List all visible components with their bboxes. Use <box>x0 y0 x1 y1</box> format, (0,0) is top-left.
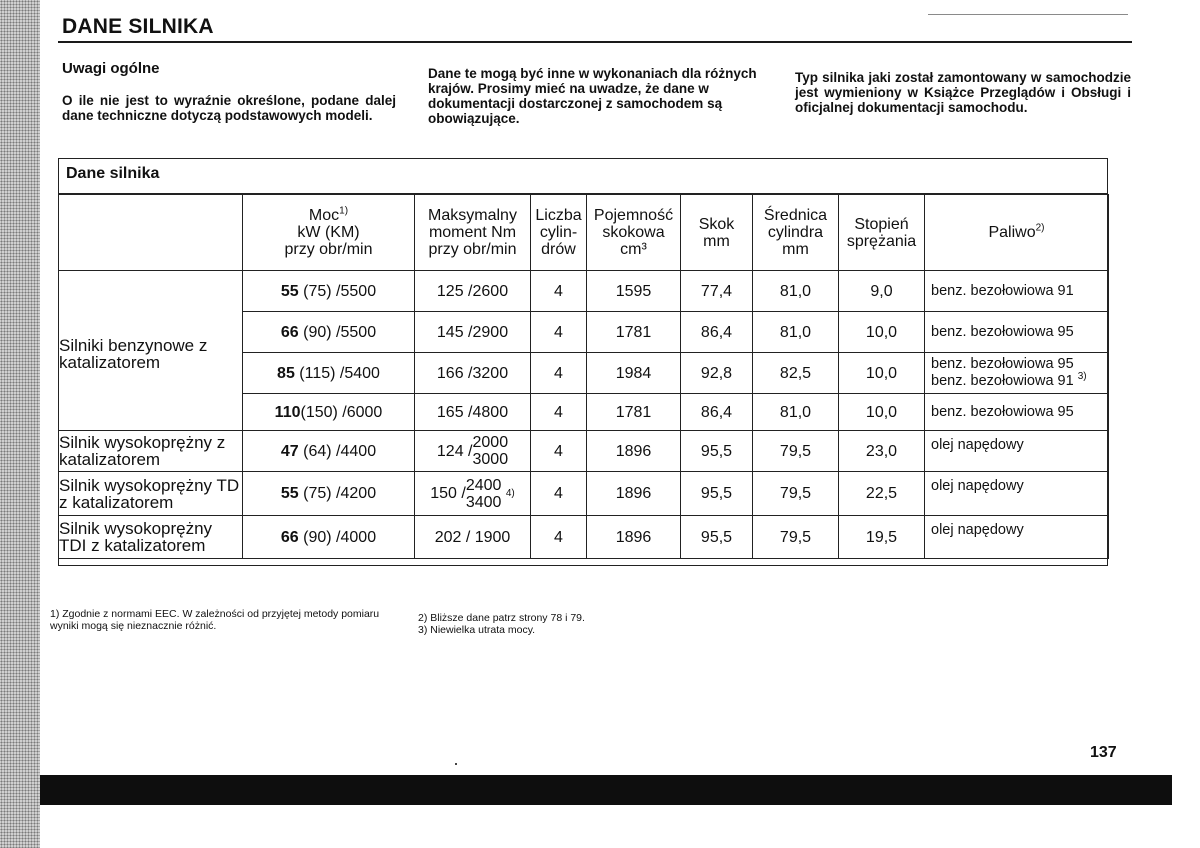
power-kw: 55 <box>280 485 299 502</box>
stroke-cell: 95,5 <box>681 472 753 516</box>
table-row <box>59 472 1109 516</box>
torque-rpm-from: 2000 <box>472 434 509 451</box>
stroke-cell: 77,4 <box>681 271 753 312</box>
footnotes-2-3 <box>418 612 738 636</box>
cylinders-cell: 4 <box>531 516 587 559</box>
torque-cell: 166 /3200 <box>415 353 531 394</box>
intro-column-2: Dane te mogą być inne w wykonaniach dla różnych krajów. Prosimy mieć na uwadze, że dane w dokumentacji dostarczonej z samochodem są obowiązujące. <box>428 66 757 126</box>
power-kw: 55 <box>280 282 299 300</box>
power-cell <box>243 353 415 394</box>
header-compression-line2: sprężania <box>846 232 917 250</box>
header-displacement-line2: skokowa <box>602 224 665 241</box>
torque-cell <box>415 431 531 472</box>
displacement-cell: 1781 <box>587 312 681 353</box>
header-displacement-line1: Pojemność <box>593 207 674 224</box>
group-diesel-td: Silnik wysokoprężny TD z katalizatorem <box>59 472 243 516</box>
power-kw: 66 <box>280 528 299 546</box>
header-fuel-footnote: 2) <box>1035 222 1045 234</box>
footnote-1: 1) Zgodnie z normami EEC. W zależności od przyjętej metody pomiaru wyniki mogą się nieznacznie różnić. <box>50 608 380 632</box>
power-km-rpm: (75) /4200 <box>298 485 377 502</box>
displacement-cell: 1896 <box>587 516 681 559</box>
torque-rpm-from: 2400 <box>465 476 502 494</box>
stroke-cell: 86,4 <box>681 312 753 353</box>
header-power-unit: kW (KM) <box>297 224 360 241</box>
power-cell <box>243 312 415 353</box>
power-kw: 85 <box>277 364 295 382</box>
power-cell <box>243 472 415 516</box>
header-bore-line2: cylindra <box>767 224 824 241</box>
fuel-cell <box>925 353 1109 394</box>
fuel-cell: olej napędowy <box>925 516 1109 559</box>
header-power <box>243 195 415 271</box>
power-cell <box>243 431 415 472</box>
page-title: DANE SILNIKA <box>62 15 214 38</box>
table-row <box>59 516 1109 559</box>
table-row <box>59 271 1109 312</box>
page-number: 137 <box>1090 744 1117 761</box>
header-torque-line1: Maksymalny <box>428 207 517 224</box>
compression-cell: 19,5 <box>839 516 925 559</box>
header-cylinders <box>531 195 587 271</box>
header-thin-rule <box>928 14 1128 15</box>
power-cell <box>243 271 415 312</box>
cylinders-cell: 4 <box>531 431 587 472</box>
compression-cell: 22,5 <box>839 472 925 516</box>
torque-cell: 165 /4800 <box>415 394 531 431</box>
header-cylinders-line1: Liczba <box>535 207 582 224</box>
group-diesel: Silnik wysokoprężny z katalizatorem <box>59 431 243 472</box>
footnote-3: 3) Niewielka utrata mocy. <box>418 624 536 636</box>
bottom-black-bar <box>40 775 1172 805</box>
torque-cell: 125 /2600 <box>415 271 531 312</box>
power-km-rpm: (115) /5400 <box>294 364 380 382</box>
stroke-cell: 92,8 <box>681 353 753 394</box>
intro-column-1: O ile nie jest to wyraźnie określone, podane dalej dane techniczne dotyczą podstawowych modeli. <box>62 93 396 123</box>
footnote-2: 2) Bliższe dane patrz strony 78 i 79. <box>418 612 585 624</box>
stroke-cell: 86,4 <box>681 394 753 431</box>
bore-cell: 81,0 <box>753 312 839 353</box>
header-stroke-line1: Skok <box>698 215 735 233</box>
cylinders-cell: 4 <box>531 394 587 431</box>
header-displacement <box>587 195 681 271</box>
fuel-cell: benz. bezołowiowa 95 <box>925 312 1109 353</box>
bore-cell: 79,5 <box>753 516 839 559</box>
header-bore-line3: mm <box>782 241 809 258</box>
torque-base: 124 / <box>436 442 473 460</box>
header-torque <box>415 195 531 271</box>
power-km-rpm: (75) /5500 <box>298 282 377 300</box>
header-empty-cell <box>59 195 243 271</box>
compression-cell: 23,0 <box>839 431 925 472</box>
header-power-footnote: 1) <box>339 205 349 217</box>
bore-cell: 82,5 <box>753 353 839 394</box>
torque-rpm-to: 3000 <box>472 451 509 468</box>
displacement-cell: 1896 <box>587 431 681 472</box>
group-petrol: Silniki benzynowe z katalizatorem <box>59 271 243 431</box>
compression-cell: 9,0 <box>839 271 925 312</box>
fuel-cell: benz. bezołowiowa 95 <box>925 394 1109 431</box>
intro-column-3: Typ silnika jaki został zamontowany w samochodzie jest wymieniony w Książce Przeglądów i Obsługi i oficjalnej dokumentacji samochodu. <box>795 70 1131 115</box>
bore-cell: 79,5 <box>753 472 839 516</box>
power-km-rpm: (150) /6000 <box>300 403 383 421</box>
torque-base: 150 / <box>430 485 466 502</box>
power-kw: 66 <box>280 323 299 341</box>
header-cylinders-line2: cylin- <box>539 224 578 241</box>
cylinders-cell: 4 <box>531 312 587 353</box>
cylinders-cell: 4 <box>531 271 587 312</box>
table-header-row <box>59 195 1109 271</box>
power-cell <box>243 516 415 559</box>
engine-table-title: Dane silnika <box>66 165 160 182</box>
header-compression-line1: Stopień <box>854 215 909 233</box>
header-fuel <box>925 195 1109 271</box>
header-fuel-label: Paliwo <box>988 224 1036 241</box>
header-torque-line3: przy obr/min <box>428 241 517 258</box>
compression-cell: 10,0 <box>839 394 925 431</box>
engine-data-table <box>58 194 1109 559</box>
bore-cell: 79,5 <box>753 431 839 472</box>
fuel-cell: olej napędowy <box>925 431 1109 472</box>
header-stroke-line2: mm <box>703 232 730 250</box>
displacement-cell: 1781 <box>587 394 681 431</box>
header-bore-line1: Średnica <box>763 207 828 224</box>
displacement-cell: 1595 <box>587 271 681 312</box>
scan-speck <box>455 763 457 765</box>
fuel-footnote: 3) <box>1077 371 1087 383</box>
power-kw: 47 <box>280 442 299 460</box>
compression-cell: 10,0 <box>839 353 925 394</box>
header-bore <box>753 195 839 271</box>
power-km-rpm: (90) /4000 <box>298 528 377 546</box>
power-cell <box>243 394 415 431</box>
header-rule <box>58 41 1132 43</box>
stroke-cell: 95,5 <box>681 431 753 472</box>
torque-cell: 150 / 2400 3400 4) <box>415 472 531 516</box>
bore-cell: 81,0 <box>753 394 839 431</box>
cylinders-cell: 4 <box>531 472 587 516</box>
fuel-line2: benz. bezołowiowa 91 <box>931 373 1074 389</box>
torque-rpm-to: 3400 <box>465 493 502 511</box>
group-diesel-tdi: Silnik wysokoprężny TDI z katalizatorem <box>59 516 243 559</box>
header-power-label: Moc <box>308 207 340 224</box>
power-kw: 110 <box>274 403 301 421</box>
power-km-rpm: (90) /5500 <box>298 323 377 341</box>
header-cylinders-line3: drów <box>541 241 576 258</box>
torque-cell: 145 /2900 <box>415 312 531 353</box>
displacement-cell: 1984 <box>587 353 681 394</box>
fuel-cell: olej napędowy <box>925 472 1109 516</box>
fuel-line1: benz. bezołowiowa 95 <box>931 356 1074 372</box>
header-displacement-line3: cm³ <box>620 241 647 258</box>
power-km-rpm: (64) /4400 <box>298 442 377 460</box>
bore-cell: 81,0 <box>753 271 839 312</box>
torque-cell: 202 / 1900 <box>415 516 531 559</box>
header-compression <box>839 195 925 271</box>
fuel-cell: benz. bezołowiowa 91 <box>925 271 1109 312</box>
stroke-cell: 95,5 <box>681 516 753 559</box>
header-power-rpm: przy obr/min <box>284 241 373 258</box>
table-row <box>59 431 1109 472</box>
compression-cell: 10,0 <box>839 312 925 353</box>
displacement-cell: 1896 <box>587 472 681 516</box>
cylinders-cell: 4 <box>531 353 587 394</box>
header-stroke <box>681 195 753 271</box>
general-notes-heading: Uwagi ogólne <box>62 60 160 77</box>
header-torque-line2: moment Nm <box>428 224 517 241</box>
scanned-binding-edge <box>0 0 40 848</box>
